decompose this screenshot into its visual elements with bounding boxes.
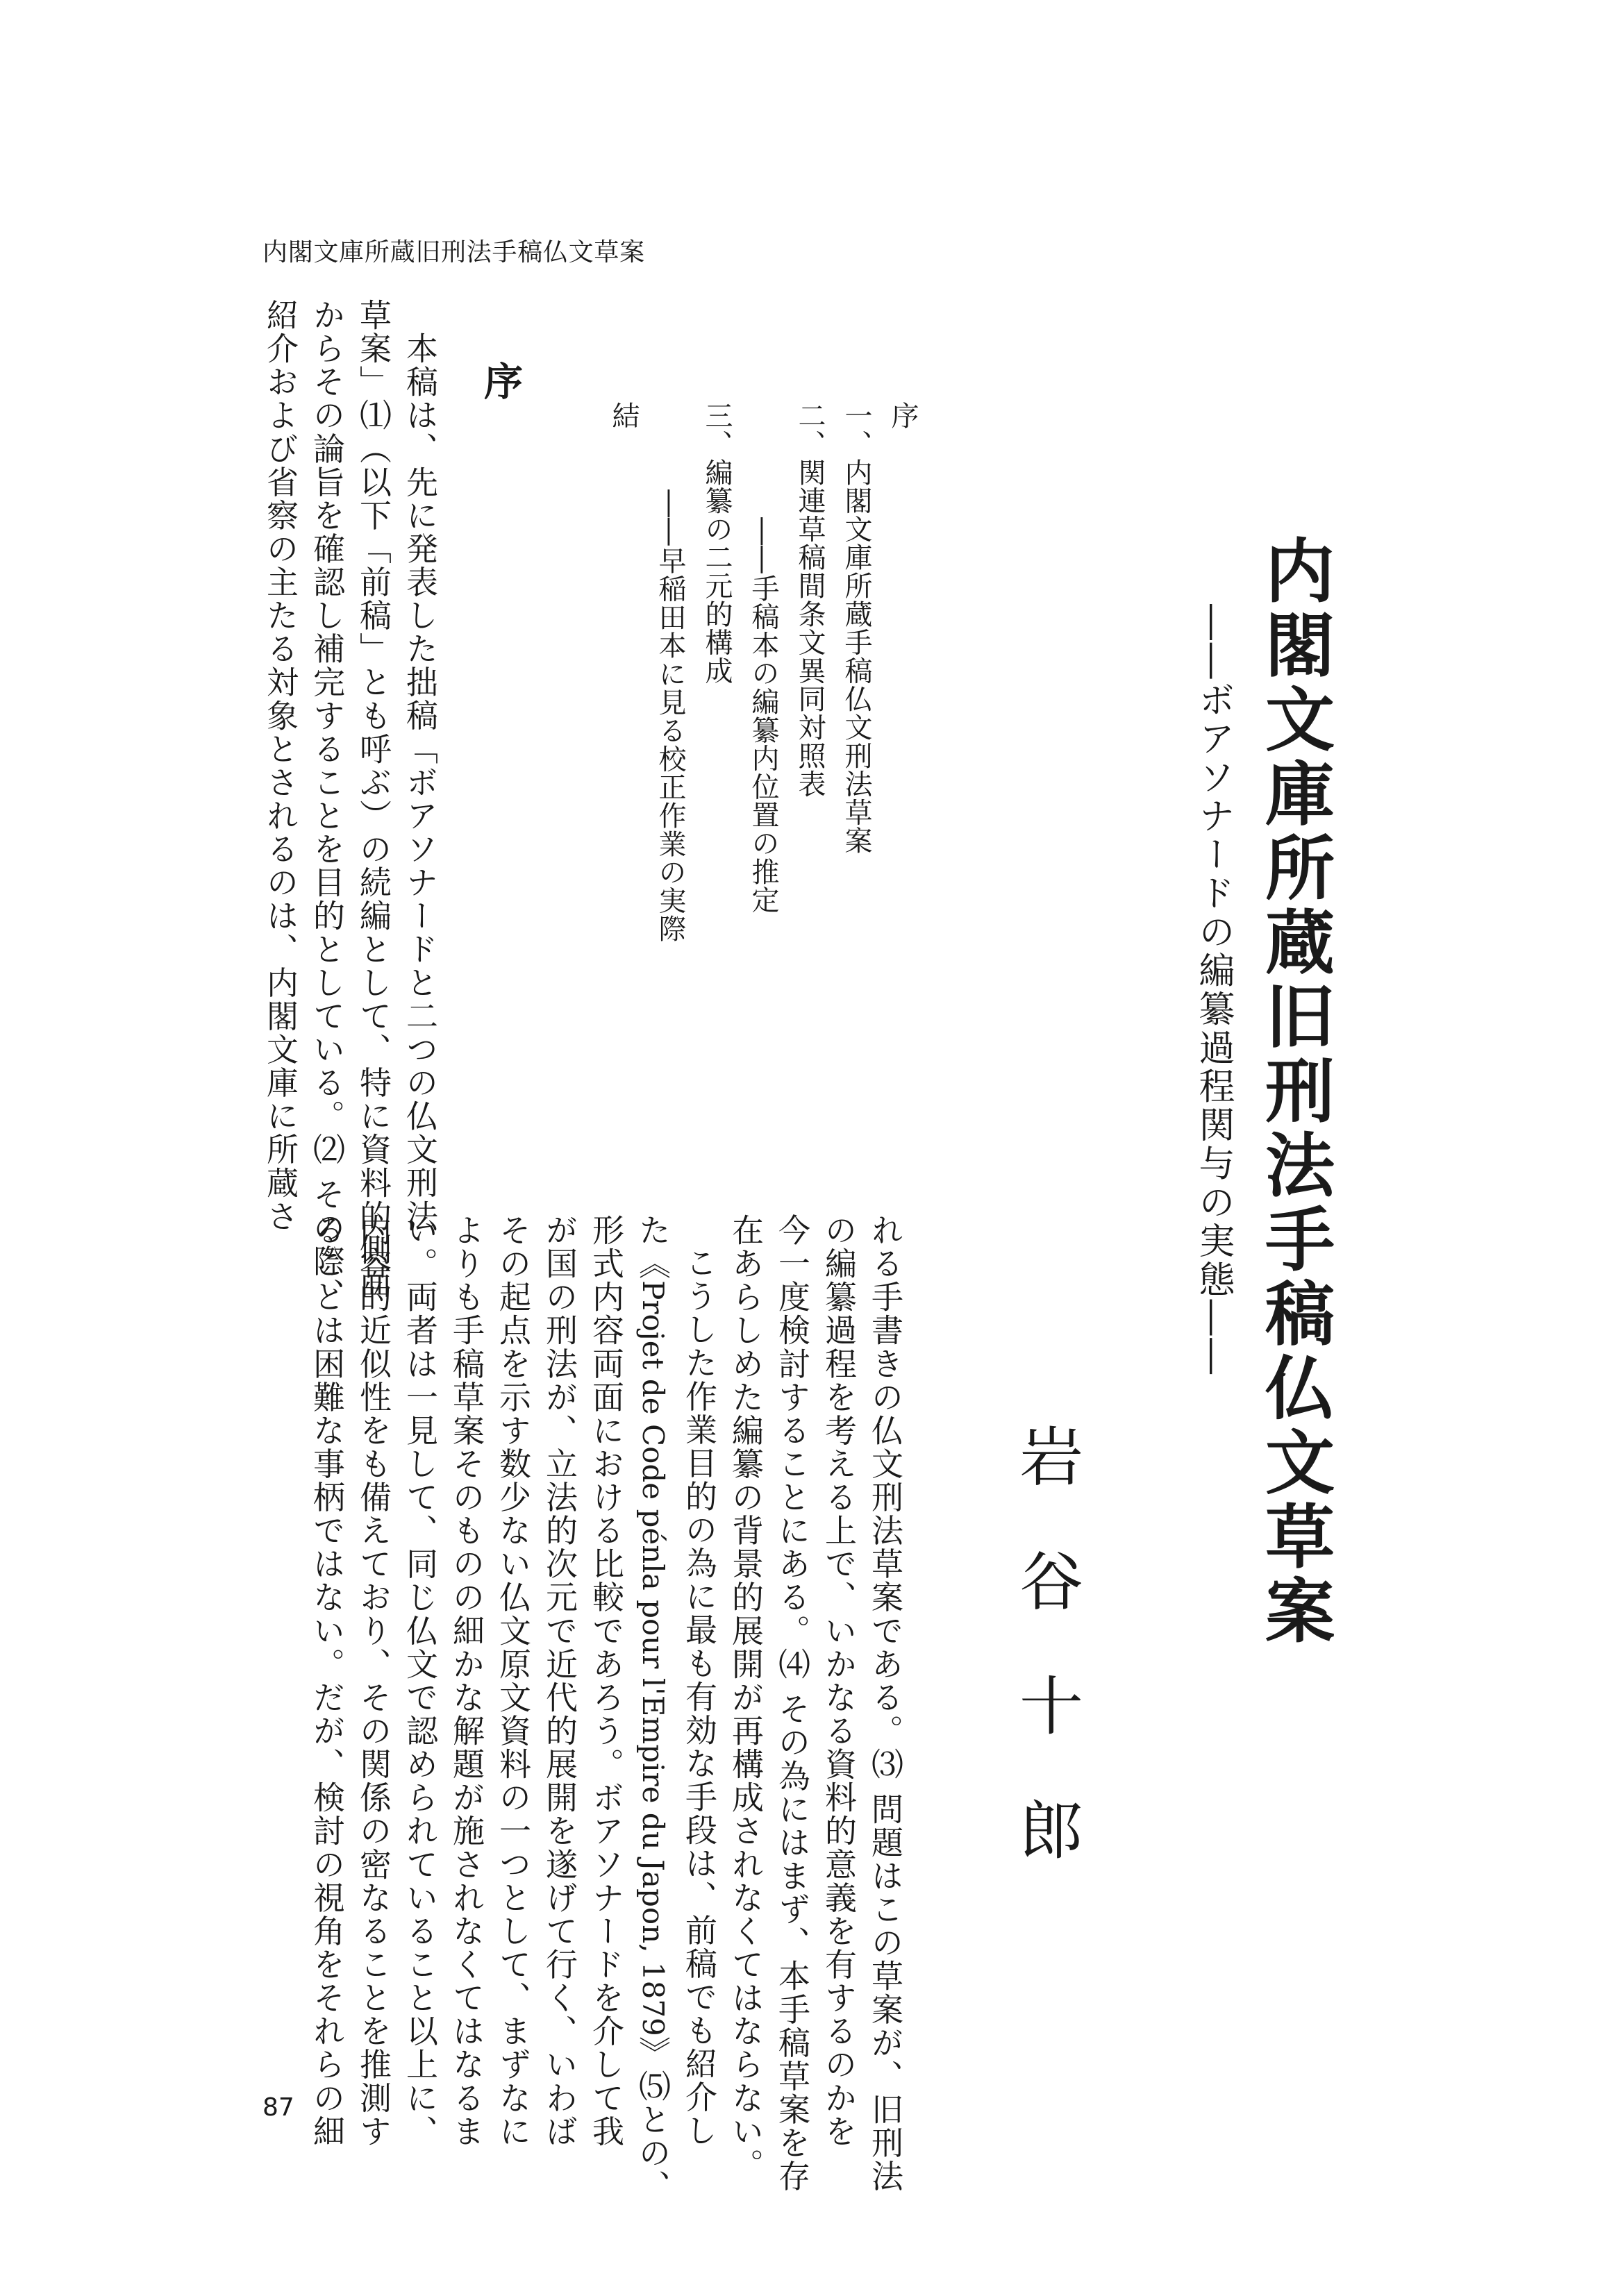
body-column: 紹介および省察の主たる対象とされるのは、内閣文庫に所蔵さ (262, 299, 299, 1233)
body-column: ることは困難な事柄ではない。だが、検討の視角をそれらの細 (308, 1214, 346, 2148)
body-column: 草案」⑴（以下「前稿」とも呼ぶ）の続編として、特に資料的側面 (355, 299, 392, 1300)
toc-item: ――早稲田本に見る校正作業の実際 (654, 489, 686, 943)
author-name: 岩谷十郎 (1009, 1423, 1083, 1922)
body-column: 形式内容両面における比較であろう。ボアソナードを介して我 (587, 1214, 625, 2148)
body-column: 在あらしめた編纂の背景的展開が再構成されなくてはならない。 (727, 1214, 765, 2182)
body-column: その起点を示す数少ない仏文原文資料の一つとして、まずなに (494, 1214, 532, 2148)
body-column: よりも手稿草案そのものの細かな解題が施されなくてはなるま (448, 1214, 485, 2148)
toc-item: 序 (887, 401, 919, 430)
article-title: 内閣文庫所蔵旧刑法手稿仏文草案 (1253, 535, 1335, 1649)
running-head: 内閣文庫所蔵旧刑法手稿仏文草案 (262, 238, 645, 267)
body-column: 本稿は、先に発表した拙稿「ボアソナードと二つの仏文刑法 (401, 332, 439, 1233)
body-column: 今一度検討することにある。⑷ その為にはまず、本手稿草案を存 (774, 1214, 811, 2193)
article-subtitle: ――ボアソナードの編纂過程関与の実態―― (1192, 604, 1234, 1377)
page-number: 87 (262, 2093, 294, 2122)
body-column: れる手書きの仏文刑法草案である。⑶ 問題はこの草案が、旧刑法 (867, 1214, 904, 2193)
toc-item: 結 (608, 401, 640, 430)
toc-item: 一、内閣文庫所蔵手稿仏文刑法草案 (840, 401, 872, 855)
body-column: た《Projet de Code pénla pour l'Empire du Japon, 1879》⑸との、 (634, 1214, 672, 2204)
body-column: 内容的近似性をも備えており、その関係の密なることを推測す (355, 1214, 392, 2148)
body-column: の編纂過程を考える上で、いかなる資料的意義を有するのかを (820, 1214, 858, 2148)
body-column: からその論旨を確認し補完することを目的としている。⑵ その際、 (308, 299, 346, 1312)
section-heading: 序 (478, 361, 523, 403)
toc-item: 二、関連草稿間条文異同対照表 (794, 401, 826, 798)
toc-item: 三、編纂の二元的構成 (701, 401, 733, 685)
body-column: こうした作業目的の為に最も有効な手段は、前稿でも紹介し (681, 1246, 718, 2147)
book-title-latin: Projet de Code pénla pour l'Empire du Japon, 1879 (636, 1280, 670, 2036)
body-column: い。両者は一見して、同じ仏文で認められていること以上に、 (401, 1214, 439, 2148)
body-column: が国の刑法が、立法的次元で近代的展開を遂げて行く、いわば (541, 1214, 578, 2148)
toc-item: ――手稿本の編纂内位置の推定 (747, 517, 779, 914)
